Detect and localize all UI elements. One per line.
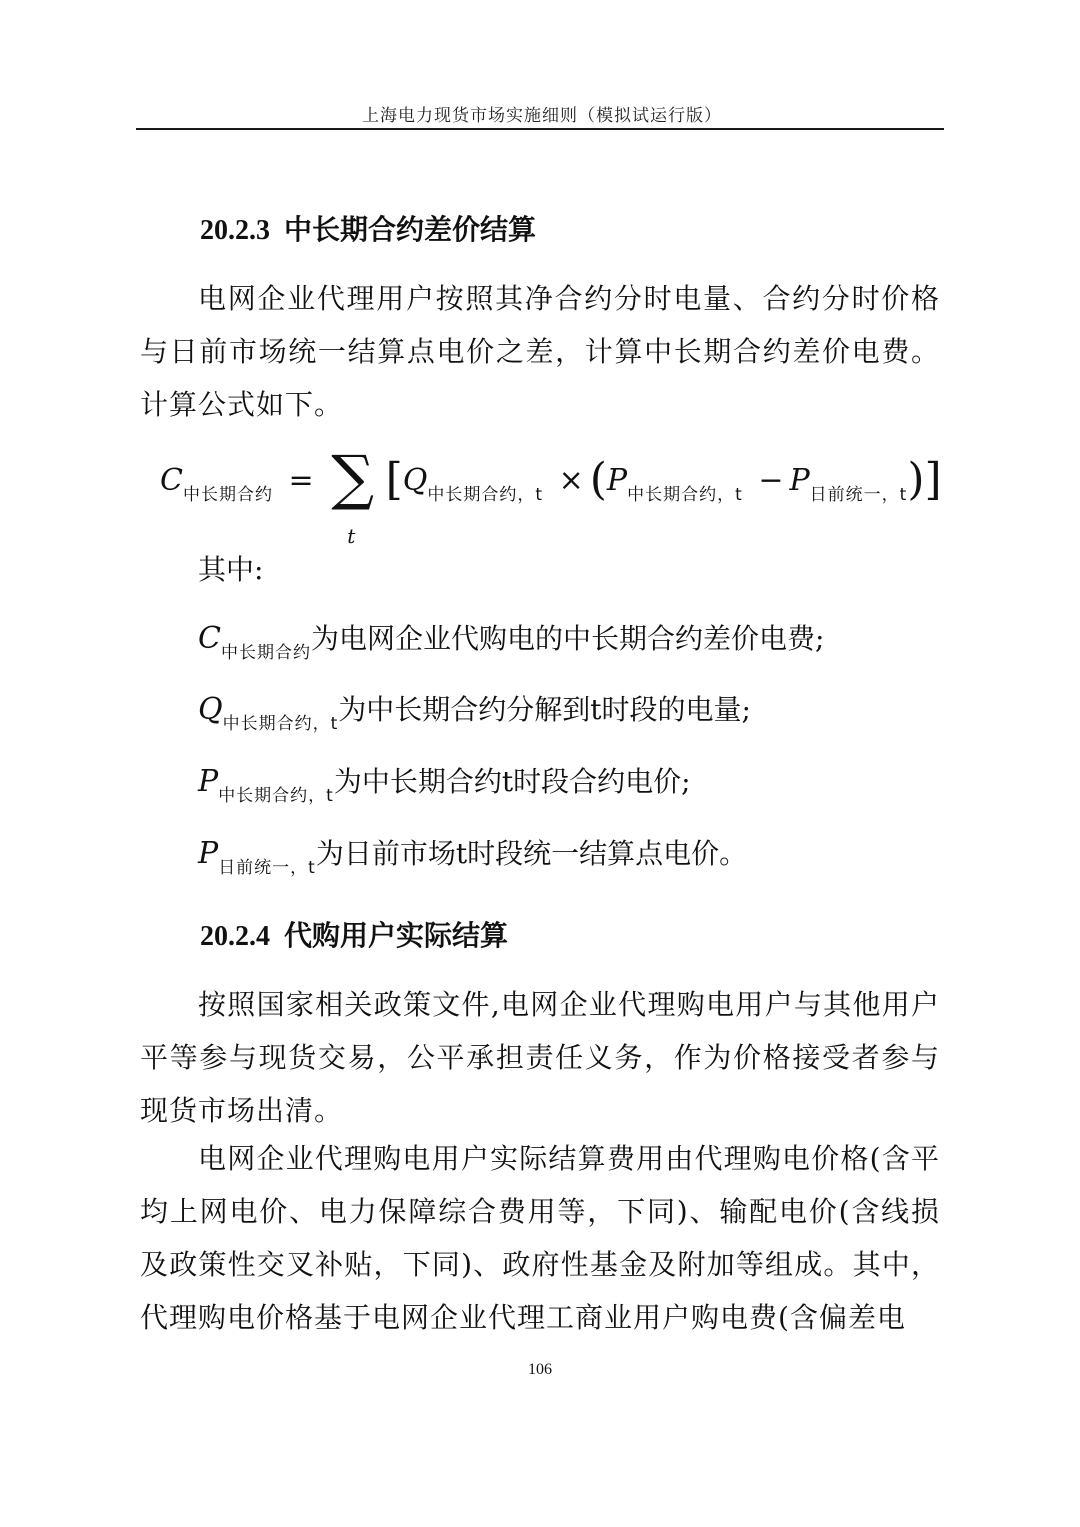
definition-symbol: C (198, 621, 221, 656)
section-number: 20.2.4 (200, 921, 270, 952)
definition-item (198, 832, 748, 878)
definition-text: 为电网企业代购电的中长期合约差价电费; (310, 622, 825, 655)
formula-minus: − (758, 463, 784, 498)
definition-item (198, 760, 691, 806)
definition-symbol: P (198, 836, 219, 871)
section-heading-20-2-4 (200, 914, 508, 954)
open-bracket: [ (385, 454, 403, 505)
section-number: 20.2.3 (200, 215, 270, 246)
section-title: 代购用户实际结算 (284, 919, 509, 952)
paragraph-body-2: 电网企业代理购电用户实际结算费用由代理购电价格(含平均上网电价、电力保障综合费用等，下同)、输配电价(含线损及政策性交叉补贴，下同)、政府性基金及附加等组成。其中，代理购电价格基于电网企业代理工商业用户购电费(含偏差电 (140, 1142, 940, 1334)
open-paren: ( (589, 454, 607, 505)
close-bracket: ] (924, 454, 942, 505)
definition-item (198, 688, 751, 734)
definition-subscript: 中长期合约，t (222, 714, 339, 734)
formula-c-subscript: 中长期合约 (182, 485, 273, 505)
close-paren: ) (907, 454, 925, 505)
settlement-formula (160, 440, 942, 548)
formula-times: × (558, 463, 584, 498)
definition-symbol: P (198, 764, 219, 799)
paragraph-body-1: 按照国家相关政策文件,电网企业代理购电用户与其他用户平等参与现货交易，公平承担责任义务，作为价格接受者参与现货市场出清。 (140, 988, 940, 1127)
section-title: 中长期合约差价结算 (284, 213, 537, 246)
sigma-index: t (347, 524, 356, 548)
definition-text: 为中长期合约t时段合约电价; (333, 765, 691, 798)
header-rule (136, 128, 944, 130)
formula-p1-symbol: P (606, 463, 628, 498)
sum-symbol (331, 443, 375, 548)
formula-p2-subscript: 日前统一，t (809, 485, 908, 505)
definition-text: 为日前市场t时段统一结算点电价。 (315, 837, 748, 870)
definitions-intro: 其中: (198, 553, 264, 586)
definition-subscript: 中长期合约 (220, 643, 311, 663)
formula-q-subscript: 中长期合约，t (427, 485, 544, 505)
page-number: 106 (528, 1361, 552, 1378)
formula-p1-subscript: 中长期合约，t (627, 485, 743, 505)
definition-subscript: 日前统一，t (218, 858, 316, 878)
definition-subscript: 中长期合约，t (218, 786, 334, 806)
definition-item (198, 617, 825, 663)
formula-c-symbol: C (160, 463, 183, 498)
section-heading-20-2-3 (200, 208, 536, 248)
definition-symbol: Q (198, 692, 223, 727)
definition-text: 为中长期合约分解到t时段的电量; (338, 693, 751, 726)
paragraph-intro: 电网企业代理用户按照其净合约分时电量、合约分时价格与日前市场统一结算点电价之差，计算中长期合约差价电费。计算公式如下。 (140, 282, 940, 421)
sigma-glyph: ∑ (331, 443, 375, 513)
formula-p2-symbol: P (789, 463, 810, 498)
formula-q-symbol: Q (402, 463, 428, 498)
formula-equals: = (288, 463, 314, 498)
running-header: 上海电力现货市场实施细则（模拟试运行版） (362, 106, 722, 126)
